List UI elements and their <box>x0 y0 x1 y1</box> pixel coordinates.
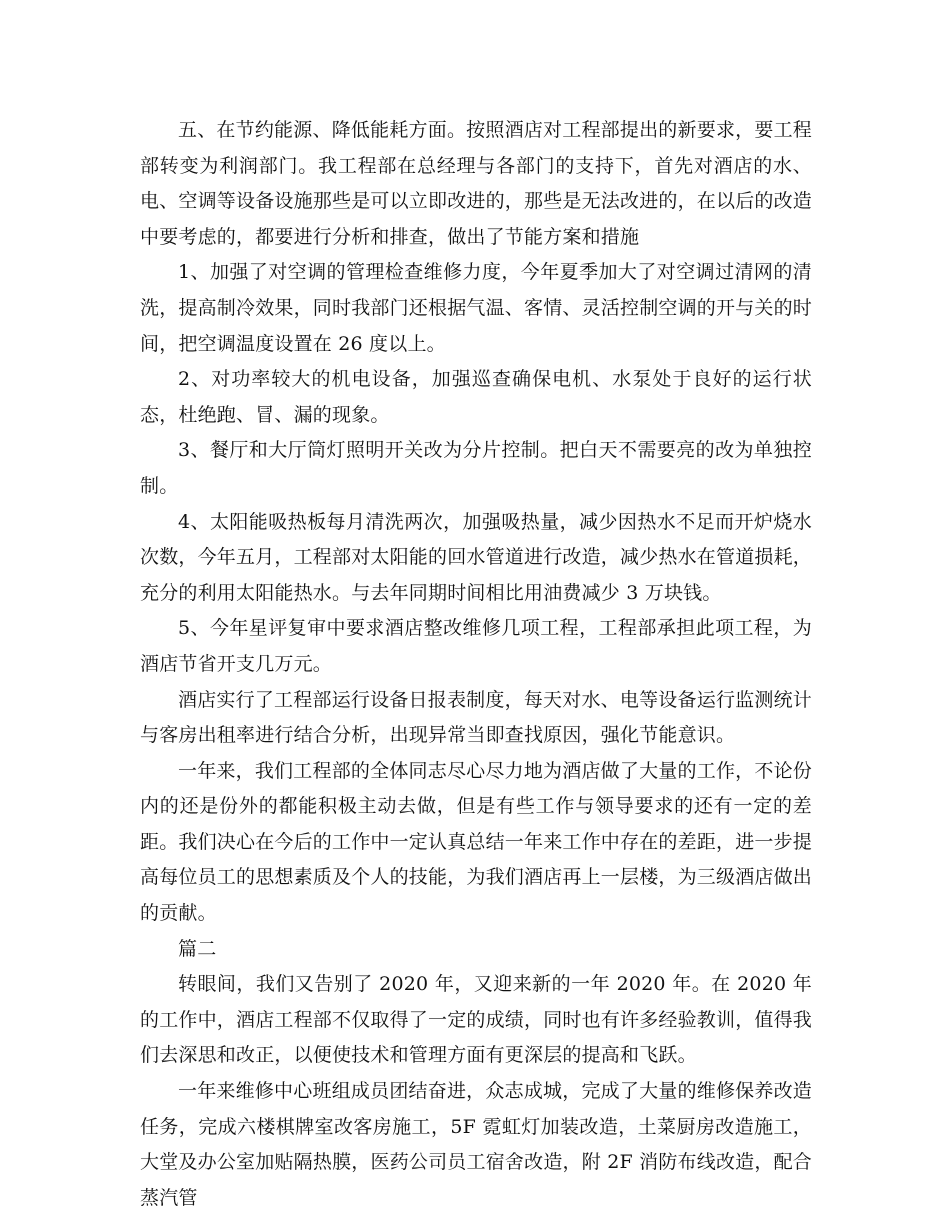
section-heading: 篇二 <box>178 937 217 960</box>
paragraph-item-3: 3、餐厅和大厅筒灯照明开关改为分片控制。把白天不需要亮的改为单独控制。 <box>140 439 812 497</box>
paragraph-item-1: 1、加强了对空调的管理检查维修力度，今年夏季加大了对空调过清网的清洗，提高制冷效果，同时我部门还根据气温、客情、灵活控制空调的开与关的时间，把空调温度设置在 26 度以上。 <box>140 261 813 355</box>
paragraph-item-5: 5、今年星评复审中要求酒店整改维修几项工程，工程部承担此项工程，为酒店节省开支几万元。 <box>140 617 812 675</box>
paragraph-item-2: 2、对功率较大的机电设备，加强巡查确保电机、水泵处于良好的运行状态，杜绝跑、冒、漏的现象。 <box>140 368 812 426</box>
paragraph-daily-report: 酒店实行了工程部运行设备日报表制度，每天对水、电等设备运行监测统计与客房出租率进行结合分析，出现异常当即查找原因，强化节能意识。 <box>140 688 812 747</box>
document-body <box>140 113 812 1216</box>
paragraph-intro-part-two: 转眼间，我们又告别了 2020 年，又迎来新的一年 2020 年。在 2020 年的工作中，酒店工程部不仅取得了一定的成绩，同时也有许多经验教训，值得我们去深思和改正，以便使技术和管理方面有更深层的提高和飞跃。 <box>140 973 813 1067</box>
paragraph-item-4: 4、太阳能吸热板每月清洗两次，加强吸热量，减少因热水不足而开炉烧水次数，今年五月，工程部对太阳能的回水管道进行改造，减少热水在管道损耗，充分的利用太阳能热水。与去年同期时间相比用油费减少 3 万块钱。 <box>140 510 813 604</box>
paragraph-year-summary: 一年来，我们工程部的全体同志尽心尽力地为酒店做了大量的工作，不论份内的还是份外的都能积极主动去做，但是有些工作与领导要求的还有一定的差距。我们决心在今后的工作中一定认真总结一年来工作中存在的差距，进一步提高每位员工的思想素质及个人的技能，为我们酒店再上一层楼，为三级酒店做出的贡献。 <box>140 759 813 925</box>
paragraph-energy-saving: 五、在节约能源、降低能耗方面。按照酒店对工程部提出的新要求，要工程部转变为利润部门。我工程部在总经理与各部门的支持下，首先对酒店的水、电、空调等设备设施那些是可以立即改进的，那些是无法改进的，在以后的改造中要考虑的，都要进行分析和排查，做出了节能方案和措施 <box>140 119 813 248</box>
paragraph-maintenance-work: 一年来维修中心班组成员团结奋进，众志成城，完成了大量的维修保养改造任务，完成六楼棋牌室改客房施工，5F 霓虹灯加装改造，土菜厨房改造施工，大堂及办公室加贴隔热膜，医药公司员工宿舍改造，附 2F 消防布线改造，配合蒸汽管 <box>140 1080 812 1209</box>
